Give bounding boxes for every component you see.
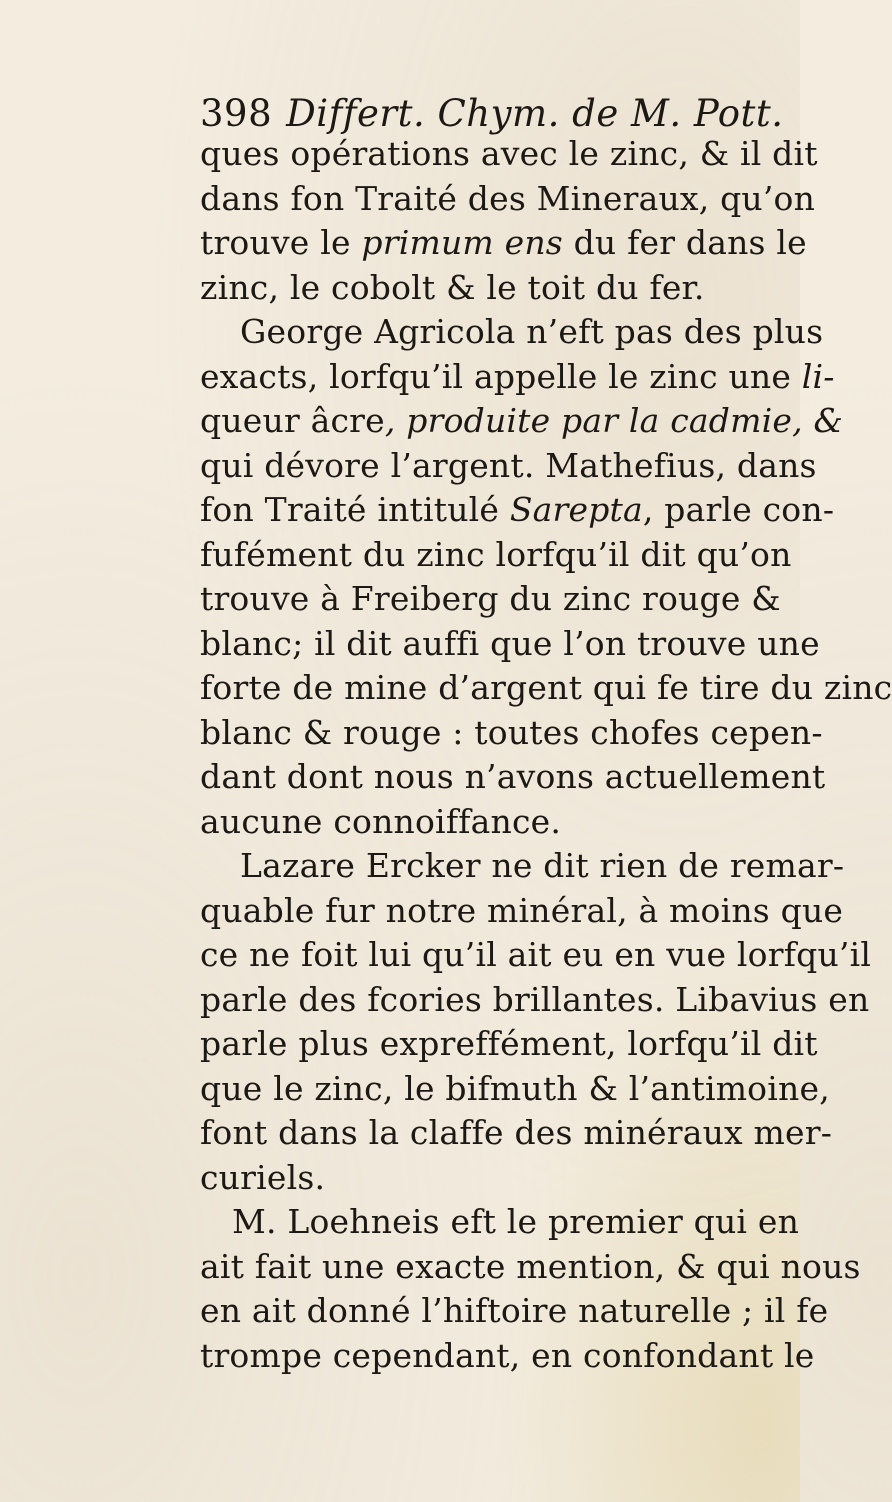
text-line: trouve le primum ens du fer dans le <box>200 223 807 262</box>
text-line: curiels. <box>200 1157 326 1197</box>
text-line: exacts, lorfqu’il appelle le zinc une li- <box>200 356 835 396</box>
text-line: en ait donné l’hiftoire naturelle ; il fe <box>200 1291 829 1330</box>
text-line: forte de mine d’argent qui fe tire du zinc <box>200 668 892 707</box>
text-line: queur âcre, produite par la cadmie, & <box>200 401 844 440</box>
running-header <box>200 92 784 135</box>
text-line: fon Traité intitulé Sarepta, parle con- <box>200 490 835 529</box>
text-line: aucune connoiffance. <box>200 801 562 841</box>
text-line: blanc; il dit auffi que l’on trouve une <box>200 623 820 663</box>
body-text <box>200 132 892 1378</box>
text-line: trompe cependant, en confondant le <box>200 1335 815 1375</box>
text-line: dans fon Traité des Mineraux, qu’on <box>200 178 816 218</box>
text-line: trouve à Freiberg du zinc rouge & <box>200 579 781 618</box>
text-line: George Agricola n’eft pas des plus <box>240 312 824 351</box>
text-line: Lazare Ercker ne dit rien de remar- <box>240 846 845 885</box>
running-title: Differt. Chym. de M. Pott. <box>286 92 784 135</box>
text-line: ait fait une exacte mention, & qui nous <box>200 1246 861 1286</box>
text-line: parle des fcories brillantes. Libavius en <box>200 979 870 1019</box>
text-line: parle plus expreffément, lorfqu’il dit <box>200 1024 818 1063</box>
text-line: fufément du zinc lorfqu’il dit qu’on <box>200 534 792 574</box>
text-line: qui dévore l’argent. Mathefius, dans <box>200 445 817 485</box>
page-number: 398 <box>200 92 273 135</box>
text-line: M. Loehneis eft le premier qui en <box>232 1202 800 1241</box>
text-line: quable fur notre minéral, à moins que <box>200 890 844 930</box>
text-line: dant dont nous n’avons actuellement <box>200 757 826 796</box>
text-line: blanc & rouge : toutes chofes cepen- <box>200 712 823 752</box>
text-line: ques opérations avec le zinc, & il dit <box>200 134 818 173</box>
text-line: zinc, le cobolt & le toit du fer. <box>200 267 705 307</box>
text-line: ce ne foit lui qu’il ait eu en vue lorfqu’il <box>200 935 872 974</box>
text-line: que le zinc, le bifmuth & l’antimoine, <box>200 1068 830 1108</box>
text-line: font dans la claffe des minéraux mer- <box>200 1113 833 1152</box>
